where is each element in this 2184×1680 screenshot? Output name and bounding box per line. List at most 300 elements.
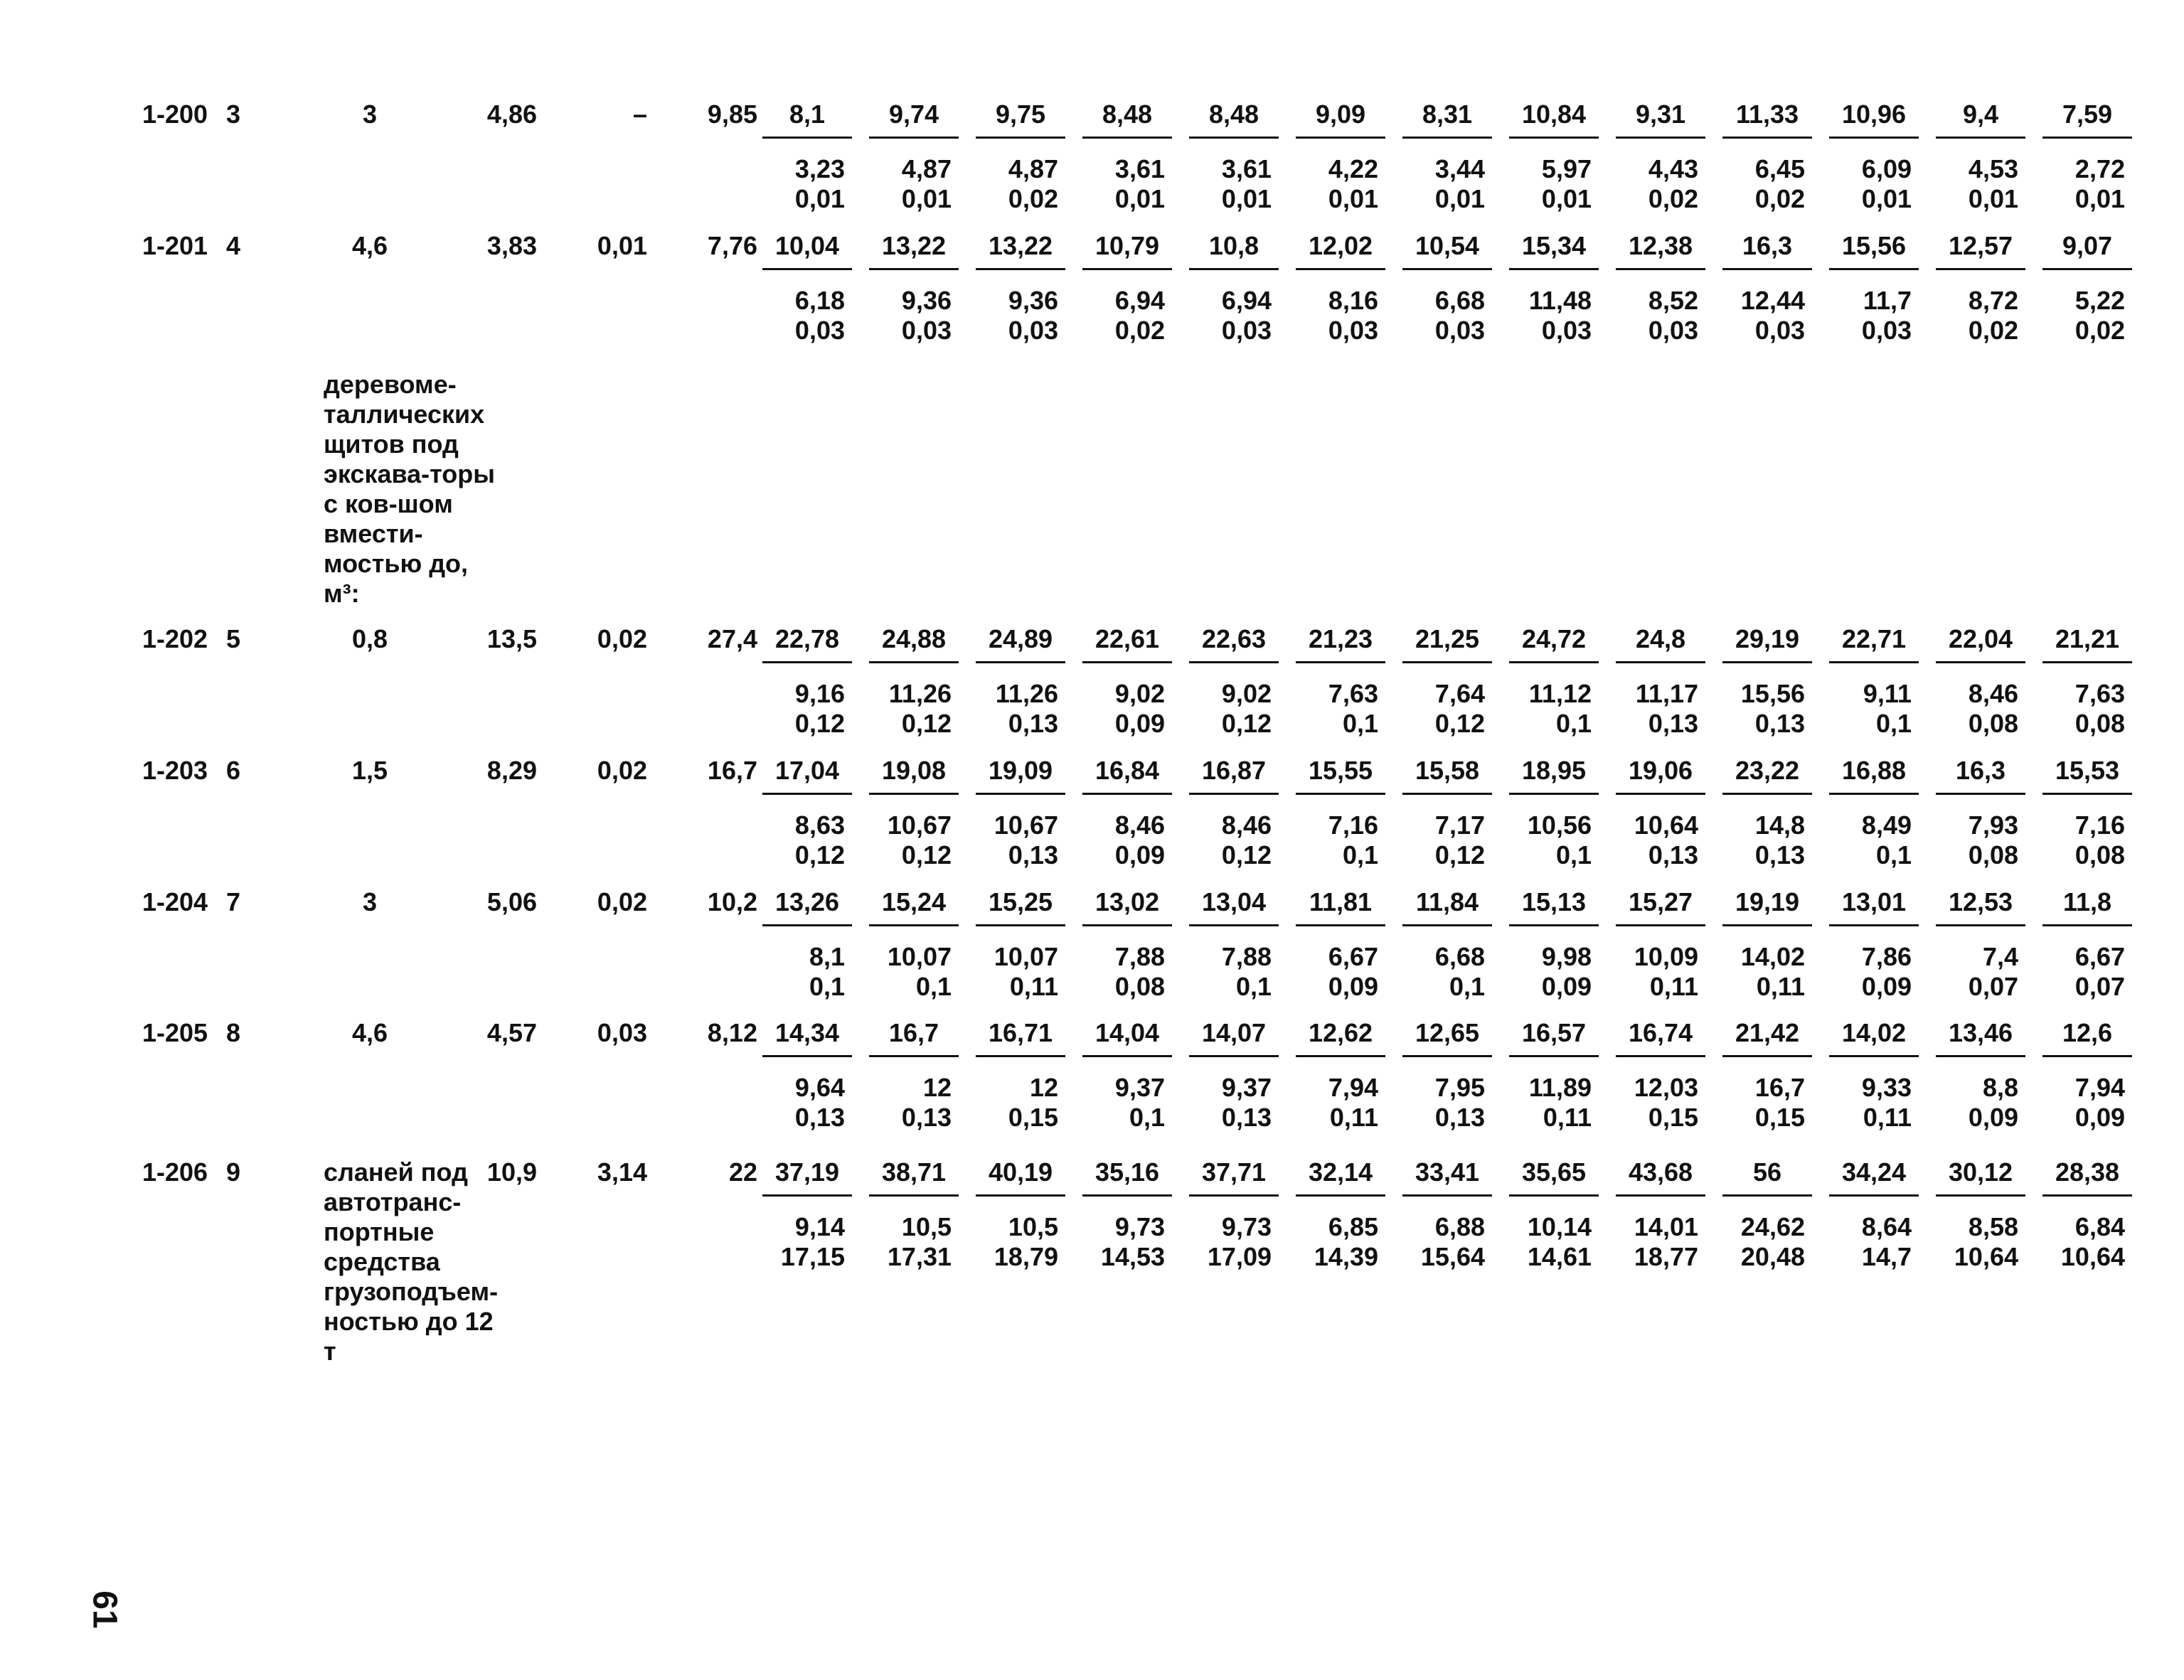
fraction-numerator: 40,19 [988, 1157, 1053, 1187]
fraction-numerator: 16,3 [1955, 756, 2006, 785]
fraction-denominator: 10,56 [1527, 810, 1592, 840]
fraction-cell [1714, 756, 1821, 870]
fraction-denominator: 8,8 [1982, 1073, 2018, 1102]
fraction-extra: 0,01 [1434, 184, 1485, 213]
fraction-extra: 0,08 [2074, 709, 2125, 738]
fraction-cell [1394, 1018, 1501, 1133]
fraction-numerator: 9,31 [1635, 100, 1686, 129]
fraction-extra: 0,12 [1221, 709, 1272, 738]
fraction-bar [1189, 661, 1279, 663]
fraction-bar [2042, 924, 2132, 926]
fraction-extra: 0,12 [794, 709, 845, 738]
fraction-numerator: 11,81 [1309, 887, 1373, 916]
fraction-denominator: 7,95 [1434, 1073, 1485, 1102]
fraction-bar [1509, 268, 1599, 270]
fraction-numerator: 30,12 [1948, 1157, 2013, 1187]
fraction-bar [2042, 268, 2132, 270]
fraction-cell [1287, 231, 1394, 346]
fraction-cell [1074, 624, 1181, 739]
fraction-bar [1082, 268, 1172, 270]
fraction-denominator: 10,07 [994, 942, 1058, 971]
fraction-numerator: 13,02 [1094, 887, 1160, 916]
fraction-numerator: 16,87 [1201, 756, 1267, 785]
fraction-denominator: 6,85 [1328, 1212, 1378, 1241]
fraction-cell [1607, 756, 1714, 870]
fraction-extra: 14,53 [1100, 1242, 1165, 1271]
fraction-denominator: 9,36 [901, 286, 952, 315]
fraction-bar [1082, 1194, 1172, 1197]
labor-cost: 10,2 [707, 887, 757, 916]
fraction-extra: 0,12 [1434, 840, 1485, 870]
fraction-numerator: 56 [1752, 1157, 1782, 1187]
fraction-cell [1607, 887, 1714, 1002]
fraction-numerator: 14,07 [1201, 1018, 1267, 1047]
fraction-denominator: 11,12 [1528, 679, 1592, 708]
fraction-denominator: 7,88 [1114, 942, 1165, 971]
fraction-cell [1607, 1157, 1714, 1272]
fraction-cell [1287, 756, 1394, 870]
fraction-cell [1181, 1018, 1287, 1133]
fraction-numerator: 22,71 [1841, 624, 1907, 653]
fraction-cell [1821, 624, 1927, 739]
row-parameter: 4,6 [351, 231, 388, 260]
fraction-numerator: 15,27 [1628, 887, 1693, 916]
fraction-cell [1927, 1157, 2034, 1272]
row-parameter: 4,6 [351, 1018, 388, 1047]
fraction-extra: 0,03 [901, 316, 952, 345]
fraction-bar [1829, 268, 1919, 270]
fraction-extra: 0,12 [794, 840, 845, 870]
fraction-cell [1714, 231, 1821, 346]
fraction-bar [1616, 1194, 1705, 1197]
row-parameter: сланей под автотранс-портные средства грузоподъем-ностью до 12 т [324, 1157, 499, 1366]
fraction-denominator: 4,87 [1008, 154, 1058, 183]
fraction-bar [2042, 793, 2132, 795]
row-parameter: 0,8 [351, 624, 388, 653]
fraction-denominator: 8,58 [1968, 1212, 2018, 1241]
fraction-extra: 0,03 [1861, 316, 1912, 345]
row-number: 9 [226, 1157, 241, 1187]
fraction-bar [1296, 793, 1385, 795]
fraction-denominator: 5,97 [1541, 154, 1592, 183]
fraction-bar [1616, 924, 1705, 926]
fraction-cell [2034, 624, 2141, 739]
fraction-denominator: 7,93 [1968, 810, 2018, 840]
fraction-denominator: 8,46 [1221, 810, 1272, 840]
fraction-numerator: 9,75 [995, 100, 1046, 129]
fraction-bar [1936, 1055, 2025, 1057]
fraction-cell [967, 100, 1074, 214]
fraction-extra: 0,03 [1541, 316, 1592, 345]
fraction-bar [1509, 924, 1599, 926]
fraction-numerator: 10,79 [1094, 231, 1160, 260]
fraction-numerator: 24,72 [1521, 624, 1587, 653]
fraction-numerator: 37,71 [1201, 1157, 1267, 1187]
fraction-bar [1402, 793, 1492, 795]
fraction-cell [1714, 1157, 1821, 1272]
fraction-cell [2034, 1157, 2141, 1272]
fraction-numerator: 14,04 [1094, 1018, 1160, 1047]
fraction-bar [976, 1194, 1065, 1197]
fraction-bar [1509, 661, 1599, 663]
fraction-numerator: 21,23 [1308, 624, 1373, 653]
fraction-denominator: 7,17 [1434, 810, 1485, 840]
fraction-numerator: 43,68 [1628, 1157, 1693, 1187]
fraction-extra: 0,11 [1543, 1103, 1592, 1132]
fraction-cell [1394, 624, 1501, 739]
fraction-numerator: 28,38 [2055, 1157, 2120, 1187]
cost-direct: 8,29 [486, 756, 537, 785]
fraction-denominator: 14,02 [1740, 942, 1805, 971]
fraction-numerator: 21,42 [1735, 1018, 1800, 1047]
fraction-numerator: 12,65 [1415, 1018, 1480, 1047]
fraction-denominator: 3,23 [794, 154, 845, 183]
fraction-bar [976, 661, 1065, 663]
fraction-extra: 0,13 [1648, 840, 1698, 870]
fraction-extra: 0,03 [1221, 316, 1272, 345]
fraction-numerator: 13,01 [1841, 887, 1907, 916]
fraction-extra: 0,09 [1541, 972, 1592, 1001]
fraction-cell [1927, 1018, 2034, 1133]
fraction-extra: 0,08 [1968, 840, 2018, 870]
labor-cost: 22 [728, 1157, 757, 1187]
fraction-numerator: 9,74 [888, 100, 939, 129]
fraction-cell [1821, 887, 1927, 1002]
fraction-bar [1936, 268, 2025, 270]
fraction-denominator: 10,14 [1527, 1212, 1592, 1241]
fraction-bar [1829, 137, 1919, 139]
fraction-extra: 0,13 [1754, 840, 1805, 870]
cost-direct: 4,57 [486, 1018, 537, 1047]
fraction-cell [1181, 887, 1287, 1002]
fraction-numerator: 16,3 [1742, 231, 1793, 260]
fraction-extra: 0,09 [1114, 840, 1165, 870]
fraction-extra: 0,03 [1434, 316, 1485, 345]
fraction-denominator: 7,64 [1434, 679, 1485, 708]
fraction-bar [1616, 268, 1705, 270]
cost-direct: 4,86 [486, 100, 537, 129]
fraction-cell [1927, 624, 2034, 739]
fraction-denominator: 10,5 [901, 1212, 952, 1241]
fraction-extra: 0,09 [1968, 1103, 2018, 1132]
fraction-numerator: 7,59 [2062, 100, 2113, 129]
fraction-denominator: 9,64 [794, 1073, 845, 1102]
fraction-numerator: 32,14 [1308, 1157, 1373, 1187]
fraction-cell [967, 1157, 1074, 1272]
fraction-numerator: 9,07 [2062, 231, 2113, 260]
fraction-denominator: 5,22 [2074, 286, 2125, 315]
fraction-bar [869, 1055, 959, 1057]
fraction-extra: 10,64 [2060, 1242, 2125, 1271]
fraction-cell [1927, 756, 2034, 870]
fraction-numerator: 16,7 [888, 1018, 939, 1047]
fraction-denominator: 6,67 [2074, 942, 2125, 971]
fraction-extra: 0,13 [1754, 709, 1805, 738]
fraction-cell [1821, 231, 1927, 346]
fraction-extra: 0,02 [1114, 316, 1165, 345]
cost-machine: 0,02 [597, 887, 647, 916]
fraction-bar [1722, 661, 1812, 663]
fraction-extra: 17,15 [780, 1242, 845, 1271]
fraction-extra: 0,15 [1008, 1103, 1058, 1132]
fraction-bar [976, 793, 1065, 795]
row-number: 3 [226, 100, 241, 129]
fraction-numerator: 15,13 [1521, 887, 1587, 916]
row-number: 6 [226, 756, 241, 785]
fraction-numerator: 19,09 [988, 756, 1053, 785]
fraction-denominator: 8,46 [1968, 679, 2018, 708]
fraction-extra: 0,02 [2074, 316, 2125, 345]
fraction-denominator: 2,72 [2074, 154, 2125, 183]
fraction-numerator: 10,04 [774, 231, 840, 260]
fraction-denominator: 6,68 [1434, 942, 1485, 971]
row-code: 1-205 [142, 1018, 208, 1047]
fraction-bar [1296, 924, 1385, 926]
fraction-bar [762, 137, 852, 139]
fraction-numerator: 35,16 [1094, 1157, 1160, 1187]
row-code: 1-202 [142, 624, 208, 653]
fraction-bar [1189, 268, 1279, 270]
fraction-extra: 0,11 [1329, 1103, 1378, 1132]
fraction-denominator: 11,26 [888, 679, 952, 708]
fraction-bar [2042, 137, 2132, 139]
fraction-denominator: 14,8 [1754, 810, 1805, 840]
fraction-bar [2042, 661, 2132, 663]
cost-machine: 0,02 [597, 756, 647, 785]
fraction-extra: 0,11 [1649, 972, 1698, 1001]
fraction-extra: 0,13 [1008, 840, 1058, 870]
fraction-numerator: 14,34 [774, 1018, 840, 1047]
fraction-bar [762, 661, 852, 663]
fraction-extra: 0,1 [1449, 972, 1485, 1001]
fraction-denominator: 7,63 [2074, 679, 2125, 708]
fraction-numerator: 21,21 [2055, 624, 2120, 653]
fraction-cell [1394, 231, 1501, 346]
fraction-extra: 0,01 [1968, 184, 2018, 213]
fraction-cell [861, 100, 967, 214]
fraction-bar [869, 924, 959, 926]
fraction-bar [1509, 137, 1599, 139]
fraction-denominator: 11,89 [1528, 1073, 1592, 1102]
cost-direct: 5,06 [486, 887, 537, 916]
fraction-cell [1181, 624, 1287, 739]
fraction-cell [1181, 1157, 1287, 1272]
fraction-bar [1936, 137, 2025, 139]
fraction-bar [1296, 268, 1385, 270]
fraction-cell [1287, 1157, 1394, 1272]
fraction-bar [1722, 1055, 1812, 1057]
labor-cost: 9,85 [707, 100, 757, 129]
fraction-extra: 15,64 [1420, 1242, 1485, 1271]
fraction-numerator: 8,48 [1208, 100, 1259, 129]
fraction-extra: 0,08 [1114, 972, 1165, 1001]
fraction-denominator: 9,16 [794, 679, 845, 708]
fraction-denominator: 8,16 [1328, 286, 1378, 315]
fraction-numerator: 19,19 [1735, 887, 1800, 916]
fraction-bar [869, 137, 959, 139]
fraction-numerator: 12,02 [1308, 231, 1373, 260]
fraction-denominator: 8,52 [1648, 286, 1698, 315]
fraction-cell [1394, 100, 1501, 214]
fraction-denominator: 9,73 [1221, 1212, 1272, 1241]
fraction-cell [2034, 887, 2141, 1002]
fraction-extra: 20,48 [1740, 1242, 1805, 1271]
fraction-extra: 0,01 [1861, 184, 1912, 213]
fraction-extra: 0,13 [1648, 709, 1698, 738]
fraction-bar [762, 1194, 852, 1197]
fraction-cell [1287, 100, 1394, 214]
fraction-denominator: 7,63 [1328, 679, 1378, 708]
fraction-cell [1714, 624, 1821, 739]
fraction-bar [1082, 793, 1172, 795]
fraction-bar [1722, 924, 1812, 926]
fraction-bar [1296, 661, 1385, 663]
fraction-bar [1189, 1194, 1279, 1197]
fraction-extra: 0,01 [2074, 184, 2125, 213]
fraction-extra: 0,1 [1555, 709, 1592, 738]
fraction-numerator: 15,24 [881, 887, 947, 916]
fraction-extra: 0,12 [1221, 840, 1272, 870]
fraction-extra: 14,39 [1314, 1242, 1378, 1271]
fraction-extra: 0,12 [901, 709, 952, 738]
fraction-cell [1501, 231, 1607, 346]
fraction-numerator: 12,53 [1948, 887, 2013, 916]
fraction-numerator: 17,04 [774, 756, 840, 785]
fraction-numerator: 11,8 [2062, 887, 2112, 916]
fraction-cell [1181, 100, 1287, 214]
cost-direct: 13,5 [486, 624, 537, 653]
fraction-extra: 0,07 [1968, 972, 2018, 1001]
fraction-extra: 0,09 [2074, 1103, 2125, 1132]
fraction-cell [861, 624, 967, 739]
row-code: 1-201 [142, 231, 208, 260]
fraction-bar [1936, 661, 2025, 663]
fraction-numerator: 10,84 [1521, 100, 1587, 129]
cost-machine: 3,14 [597, 1157, 647, 1187]
fraction-cell [1821, 1157, 1927, 1272]
row-number: 7 [226, 887, 241, 916]
cost-machine: 0,03 [597, 1018, 647, 1047]
fraction-numerator: 9,09 [1315, 100, 1366, 129]
fraction-cell [1074, 100, 1181, 214]
fraction-numerator: 13,22 [988, 231, 1053, 260]
fraction-bar [1296, 1194, 1385, 1197]
fraction-cell [1074, 231, 1181, 346]
cost-machine: – [632, 100, 647, 129]
fraction-extra: 17,09 [1207, 1242, 1272, 1271]
fraction-bar [1189, 793, 1279, 795]
fraction-extra: 0,1 [1875, 709, 1912, 738]
fraction-numerator: 35,65 [1521, 1157, 1587, 1187]
fraction-numerator: 22,63 [1201, 624, 1267, 653]
fraction-extra: 0,1 [1555, 840, 1592, 870]
fraction-extra: 0,13 [901, 1103, 952, 1132]
fraction-numerator: 24,8 [1635, 624, 1686, 653]
fraction-cell [1394, 1157, 1501, 1272]
fraction-bar [1936, 1194, 2025, 1197]
row-code: 1-206 [142, 1157, 208, 1187]
fraction-extra: 0,08 [2074, 840, 2125, 870]
fraction-denominator: 7,88 [1221, 942, 1272, 971]
fraction-denominator: 16,7 [1754, 1073, 1805, 1102]
fraction-extra: 0,13 [1434, 1103, 1485, 1132]
fraction-denominator: 6,68 [1434, 286, 1485, 315]
labor-cost: 8,12 [707, 1018, 757, 1047]
fraction-bar [1296, 1055, 1385, 1057]
fraction-denominator: 9,36 [1008, 286, 1058, 315]
fraction-denominator: 8,49 [1861, 810, 1912, 840]
fraction-numerator: 19,06 [1628, 756, 1693, 785]
fraction-bar [869, 268, 959, 270]
fraction-cell [1821, 756, 1927, 870]
fraction-cell [861, 231, 967, 346]
fraction-denominator: 4,22 [1328, 154, 1378, 183]
group-heading: деревоме-таллических щитов под экскава-торы с ков-шом вмести-мостью до, м³: [324, 370, 496, 608]
fraction-numerator: 15,25 [988, 887, 1053, 916]
fraction-cell [967, 756, 1074, 870]
fraction-bar [1189, 1055, 1279, 1057]
row-code: 1-204 [142, 887, 208, 916]
fraction-cell [967, 231, 1074, 346]
fraction-numerator: 8,48 [1102, 100, 1153, 129]
fraction-denominator: 10,07 [887, 942, 952, 971]
fraction-bar [762, 1055, 852, 1057]
cost-direct: 10,9 [486, 1157, 537, 1187]
fraction-denominator: 10,67 [994, 810, 1058, 840]
fraction-extra: 0,11 [1863, 1103, 1912, 1132]
fraction-cell [754, 1157, 861, 1272]
row-code: 1-203 [142, 756, 208, 785]
fraction-cell [1287, 1018, 1394, 1133]
fraction-extra: 0,12 [901, 840, 952, 870]
fraction-extra: 18,79 [994, 1242, 1058, 1271]
fraction-denominator: 8,64 [1861, 1212, 1912, 1241]
fraction-numerator: 15,56 [1841, 231, 1907, 260]
fraction-extra: 0,01 [1328, 184, 1378, 213]
fraction-bar [1936, 793, 2025, 795]
fraction-denominator: 7,16 [1328, 810, 1378, 840]
fraction-denominator: 4,43 [1648, 154, 1698, 183]
fraction-cell [861, 756, 967, 870]
fraction-numerator: 24,89 [988, 624, 1053, 653]
fraction-denominator: 11,48 [1528, 286, 1592, 315]
fraction-denominator: 6,94 [1114, 286, 1165, 315]
fraction-bar [1402, 137, 1492, 139]
fraction-denominator: 9,37 [1221, 1073, 1272, 1102]
fraction-bar [1616, 137, 1705, 139]
fraction-denominator: 6,09 [1861, 154, 1912, 183]
fraction-numerator: 37,19 [774, 1157, 840, 1187]
fraction-cell [861, 887, 967, 1002]
fraction-numerator: 11,33 [1735, 100, 1799, 129]
cost-direct: 3,83 [486, 231, 537, 260]
fraction-cell [1714, 1018, 1821, 1133]
fraction-cell [967, 624, 1074, 739]
fraction-numerator: 8,1 [789, 100, 826, 129]
fraction-denominator: 6,88 [1434, 1212, 1485, 1241]
fraction-denominator: 10,64 [1634, 810, 1698, 840]
fraction-numerator: 38,71 [881, 1157, 947, 1187]
fraction-denominator: 9,37 [1114, 1073, 1165, 1102]
fraction-denominator: 10,09 [1634, 942, 1698, 971]
labor-cost: 27,4 [707, 624, 757, 653]
fraction-denominator: 15,56 [1740, 679, 1805, 708]
fraction-extra: 0,03 [794, 316, 845, 345]
fraction-denominator: 6,18 [794, 286, 845, 315]
fraction-cell [861, 1018, 967, 1133]
fraction-extra: 0,03 [1754, 316, 1805, 345]
fraction-denominator: 12,44 [1740, 286, 1805, 315]
